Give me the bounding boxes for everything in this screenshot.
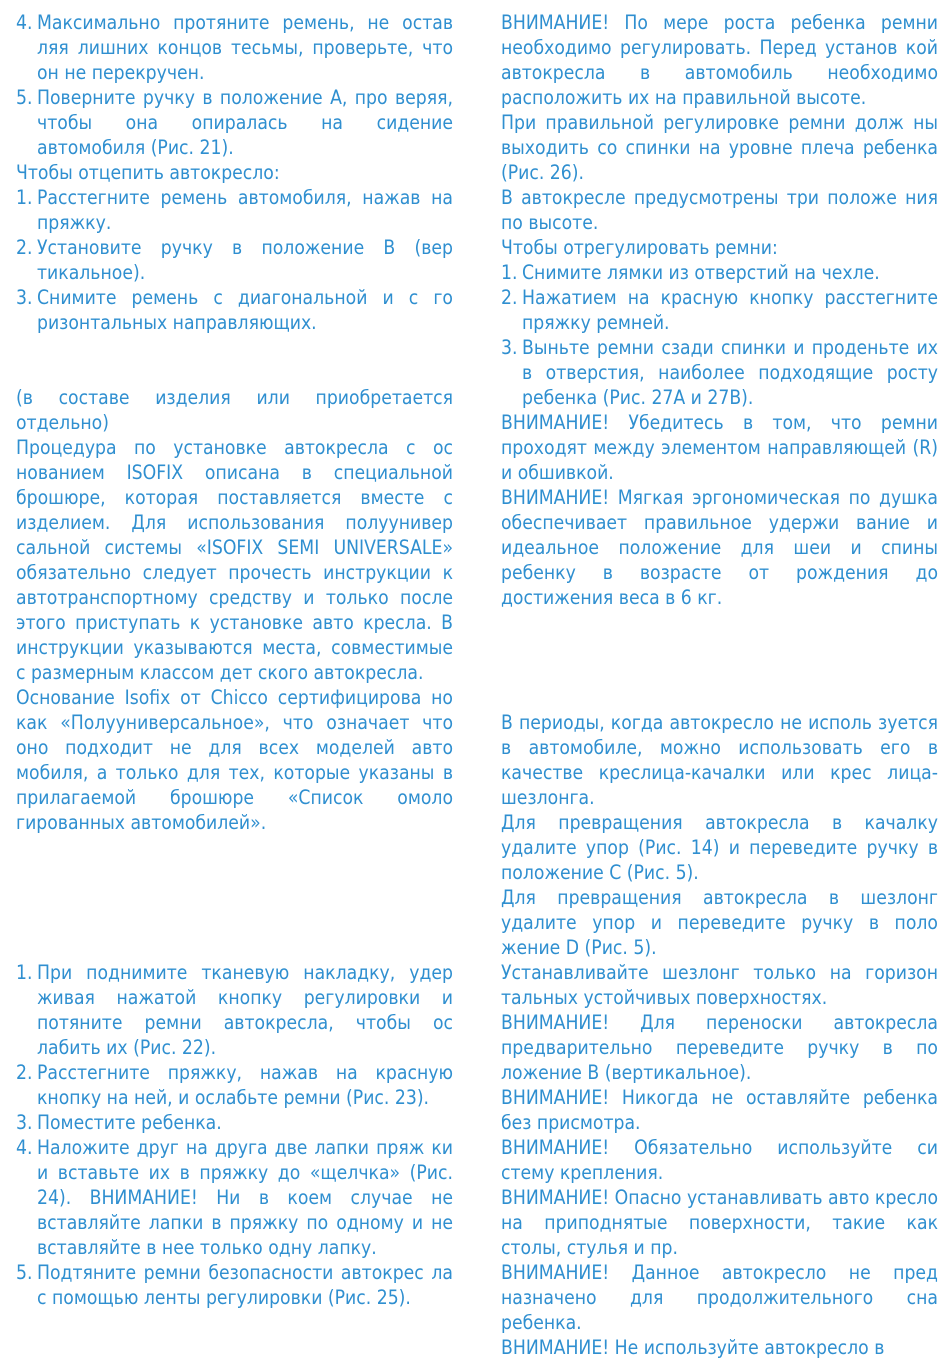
warning-paragraph: ВНИМАНИЕ! Опасно устанавливать авто кресло на приподнятые поверхности, такие как столы, стулья и пр. bbox=[501, 1186, 938, 1259]
item-text: Наложите друг на друга две лапки пряж ки и вставьте их в пряжку до «щелчка» (Рис. 24). ВНИМАНИЕ! Ни в коем случае не вставляйте лапки в пряжку по одному и не вставляйте в нее только одну лапку. bbox=[37, 1136, 453, 1259]
list-item bbox=[501, 260, 938, 285]
item-number: 3. bbox=[16, 1111, 33, 1134]
item-number: 5. bbox=[16, 1261, 33, 1284]
paragraph: ВНИМАНИЕ! По мере роста ребенка ремни необходимо регулировать. Перед установ кой автокресла в автомобиль необходимо расположить их на правильной высоте. bbox=[501, 11, 938, 109]
item-number: 5. bbox=[16, 86, 33, 109]
warning-paragraph: ВНИМАНИЕ! Не используйте автокресло в bbox=[501, 1336, 885, 1359]
left-block-fasten-child bbox=[16, 960, 453, 1310]
list-item bbox=[16, 960, 453, 1060]
item-text: Выньте ремни сзади спинки и проденьте их в отверстия, наиболее подходящие росту ребенка (Рис. 27A и 27B). bbox=[522, 336, 938, 409]
paragraph: Процедура по установке автокресла с ос нованием ISOFIX описана в специальной брошюре, которая поставляется вместе с изделием. Для использования полуунивер сальной системы «ISOFIX SEMI UNIVERSALE» обязательно следует прочесть инструкции к автотранспортному средству и только после этого приступать к установке авто кресла. В инструкции указываются места, совместимые с размерным классом дет ского автокресла. bbox=[16, 436, 453, 684]
item-number: 2. bbox=[501, 286, 518, 309]
item-number: 3. bbox=[16, 286, 33, 309]
paragraph: Для превращения автокресла в шезлонг удалите упор и переведите ручку в поло жение D (Рис. 5). bbox=[501, 886, 938, 959]
paragraph: В периоды, когда автокресло не исполь зуется в автомобиле, можно использовать его в качестве креслица-качалки или крес лица-шезлонга. bbox=[501, 711, 938, 809]
left-block-install-end bbox=[16, 10, 453, 335]
list-item bbox=[16, 1060, 453, 1110]
left-block-isofix bbox=[16, 385, 453, 835]
warning-paragraph: ВНИМАНИЕ! Убедитесь в том, что ремни проходят между элементом направляющей (R) и обшивкой. bbox=[501, 411, 938, 484]
paragraph: Устанавливайте шезлонг только на горизон тальных устойчивых поверхностях. bbox=[501, 961, 938, 1009]
item-number: 4. bbox=[16, 11, 33, 34]
subheading: Чтобы отцепить автокресло: bbox=[16, 161, 280, 184]
paragraph: При правильной регулировке ремни долж ны выходить со спинки на уровне плеча ребенка (Рис. 26). bbox=[501, 111, 938, 184]
paragraph: Для превращения автокресла в качалку удалите упор (Рис. 14) и переведите ручку в положение С (Рис. 5). bbox=[501, 811, 938, 884]
item-number: 3. bbox=[501, 336, 518, 359]
list-item bbox=[16, 235, 453, 285]
right-block-rocker-mode bbox=[501, 710, 938, 1360]
item-text: Максимально протяните ремень, не остав ляя лишних концов тесьмы, проверьте, что он не перекручен. bbox=[37, 11, 453, 84]
list-item bbox=[16, 10, 453, 85]
item-text: Нажатием на красную кнопку расстегните пряжку ремней. bbox=[522, 286, 938, 334]
item-text: Снимите ремень с диагональной и с го ризонтальных направляющих. bbox=[37, 286, 453, 334]
list-item bbox=[16, 85, 453, 160]
warning-paragraph: ВНИМАНИЕ! Никогда не оставляйте ребенка без присмотра. bbox=[501, 1086, 938, 1134]
warning-paragraph: ВНИМАНИЕ! Обязательно используйте си стему крепления. bbox=[501, 1136, 938, 1184]
paragraph: В автокресле предусмотрены три положе ния по высоте. bbox=[501, 186, 938, 234]
list-item bbox=[16, 185, 453, 235]
item-text: Подтяните ремни безопасности автокрес ла с помощью ленты регулировки (Рис. 25). bbox=[37, 1261, 453, 1309]
item-number: 1. bbox=[16, 961, 33, 984]
item-text: Поверните ручку в положение А, про веряя, чтобы она опиралась на сидение автомобиля (Рис. 21). bbox=[37, 86, 453, 159]
paragraph: Чтобы отрегулировать ремни: bbox=[501, 236, 778, 259]
paragraph: Основание Isofix от Chicco сертифицирова но как «Полууниверсальное», что означает что оно подходит не для всех моделей авто мобиля, а только для тех, которые указаны в прилагаемой брошюре «Список омоло гированных автомобилей». bbox=[16, 686, 453, 834]
item-text: Расстегните ремень автомобиля, нажав на пряжку. bbox=[37, 186, 453, 234]
list-item bbox=[501, 335, 938, 410]
list-item bbox=[16, 1110, 453, 1135]
warning-paragraph: ВНИМАНИЕ! Для переноски автокресла предварительно переведите ручку в по ложение В (вертикальное). bbox=[501, 1011, 938, 1084]
paragraph: (в составе изделия или приобретается отдельно) bbox=[16, 386, 453, 434]
list-item bbox=[16, 1260, 453, 1310]
item-text: Поместите ребенка. bbox=[37, 1111, 222, 1134]
warning-paragraph: ВНИМАНИЕ! Мягкая эргономическая по душка обеспечивает правильное удержи вание и идеальное положение для шеи и спины ребенку в возрасте от рождения до достижения веса в 6 кг. bbox=[501, 486, 938, 609]
warning-paragraph: ВНИМАНИЕ! Данное автокресло не пред назначено для продолжительного сна ребенка. bbox=[501, 1261, 938, 1334]
item-number: 2. bbox=[16, 236, 33, 259]
item-number: 1. bbox=[16, 186, 33, 209]
list-item bbox=[16, 285, 453, 335]
list-item bbox=[16, 1135, 453, 1260]
item-number: 2. bbox=[16, 1061, 33, 1084]
item-text: Расстегните пряжку, нажав на красную кнопку на ней, и ослабьте ремни (Рис. 23). bbox=[37, 1061, 453, 1109]
item-number: 4. bbox=[16, 1136, 33, 1159]
item-text: Установите ручку в положение В (вер тикальное). bbox=[37, 236, 453, 284]
item-text: Снимите лямки из отверстий на чехле. bbox=[522, 261, 880, 284]
item-number: 1. bbox=[501, 261, 518, 284]
right-block-harness-adjust bbox=[501, 10, 938, 610]
list-item bbox=[501, 285, 938, 335]
item-text: При поднимите тканевую накладку, удер живая нажатой кнопку регулировки и потяните ремни автокресла, чтобы ос лабить их (Рис. 22). bbox=[37, 961, 453, 1059]
